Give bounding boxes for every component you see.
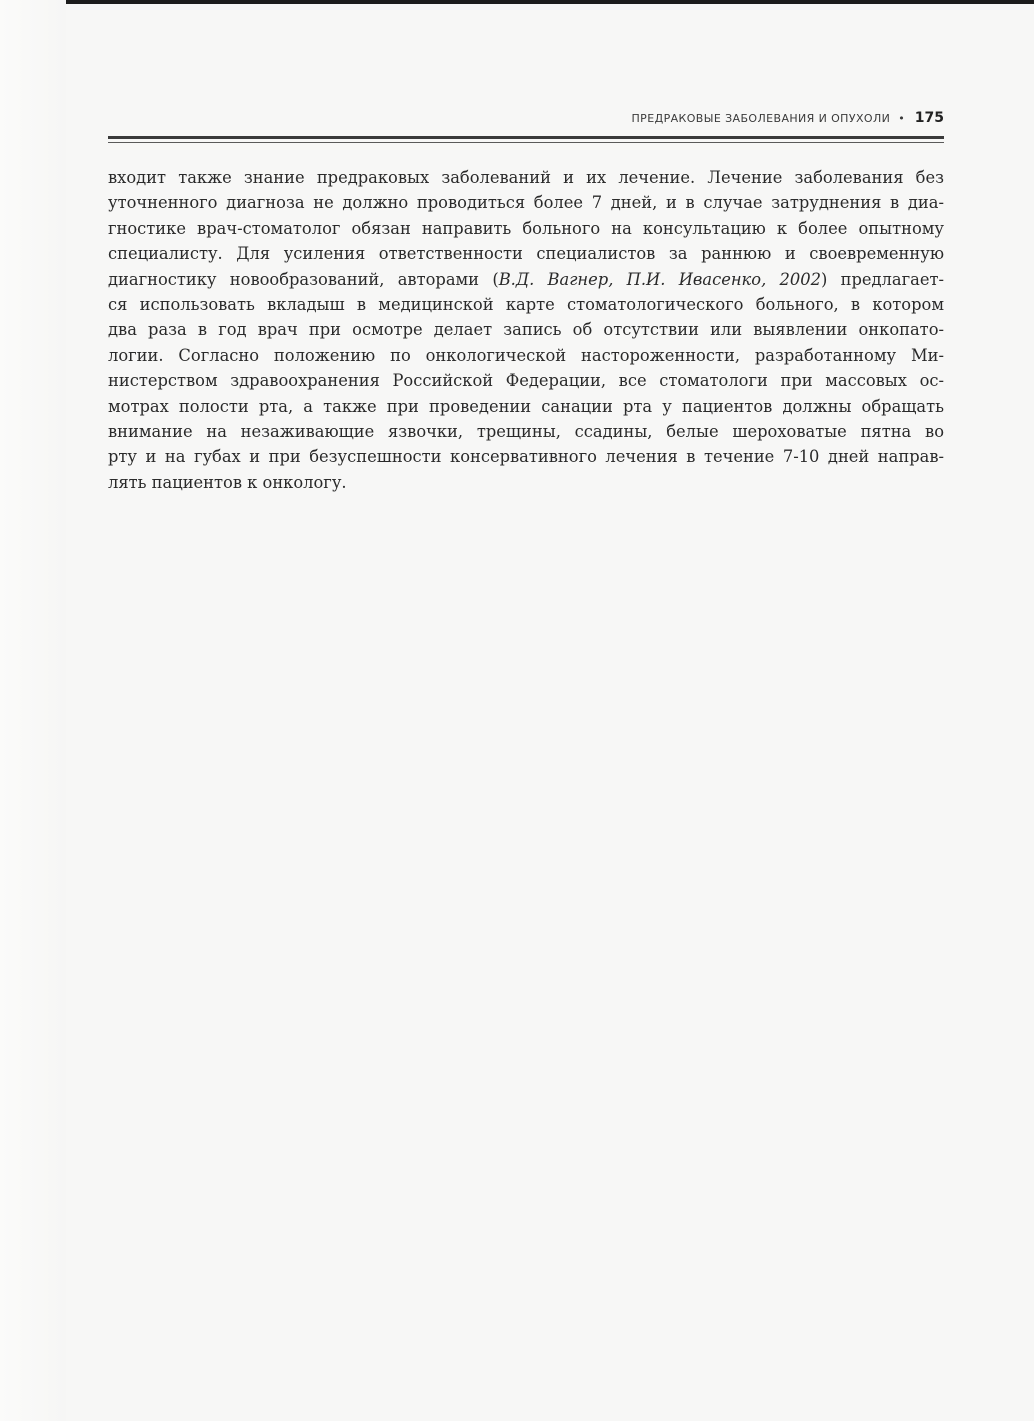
text-line: специалисту. Для усиления ответственности специалистов за раннюю и своевременную — [108, 244, 944, 264]
text-line: рту и на губах и при безуспешности консервативного лечения в течение 7-10 дней направ- — [108, 447, 944, 467]
text-line: мотрах полости рта, а также при проведении санации рта у пациентов должны обращать — [108, 396, 944, 416]
text-line: внимание на незаживающие язвочки, трещины, ссадины, белые шероховатые пятна во — [108, 421, 944, 441]
scan-top-edge — [66, 0, 1034, 4]
text-line: логии. Согласно положению по онкологической настороженности, разработанному Ми- — [108, 345, 944, 365]
text-line: два раза в год врач при осмотре делает запись об отсутствии или выявлении онкопато- — [108, 320, 944, 340]
header-rule-thick — [108, 136, 944, 139]
text-line-with-citation — [108, 267, 944, 292]
text-line: входит также знание предраковых заболеваний и их лечение. Лечение заболевания без — [108, 168, 944, 187]
scan-margin — [0, 0, 66, 1421]
body-paragraph — [108, 165, 944, 495]
page-number: 175 — [914, 110, 944, 126]
header-bullet: • — [898, 111, 905, 125]
running-head — [108, 107, 944, 129]
text-line: лять пациентов к онкологу. — [108, 472, 347, 492]
header-rule-thin — [108, 142, 944, 143]
text-line: гностике врач-стоматолог обязан направить больного на консультацию к более опытному — [108, 218, 944, 238]
text-line: ся использовать вкладыш в медицинской карте стоматологического больного, в котором — [108, 294, 944, 314]
text-segment: диагностику новообразований, авторами ( — [108, 269, 499, 289]
citation: В.Д. Вагнер, П.И. Ивасенко, 2002 — [498, 269, 821, 289]
text-segment: ) предлагает- — [820, 269, 944, 289]
text-line: уточненного диагноза не должно проводиться более 7 дней, и в случае затруднения в диа- — [108, 193, 944, 213]
section-title: ПРЕДРАКОВЫЕ ЗАБОЛЕВАНИЯ И ОПУХОЛИ — [631, 111, 891, 125]
text-line: нистерством здравоохранения Российской Федерации, все стоматологи при массовых ос- — [108, 371, 944, 391]
